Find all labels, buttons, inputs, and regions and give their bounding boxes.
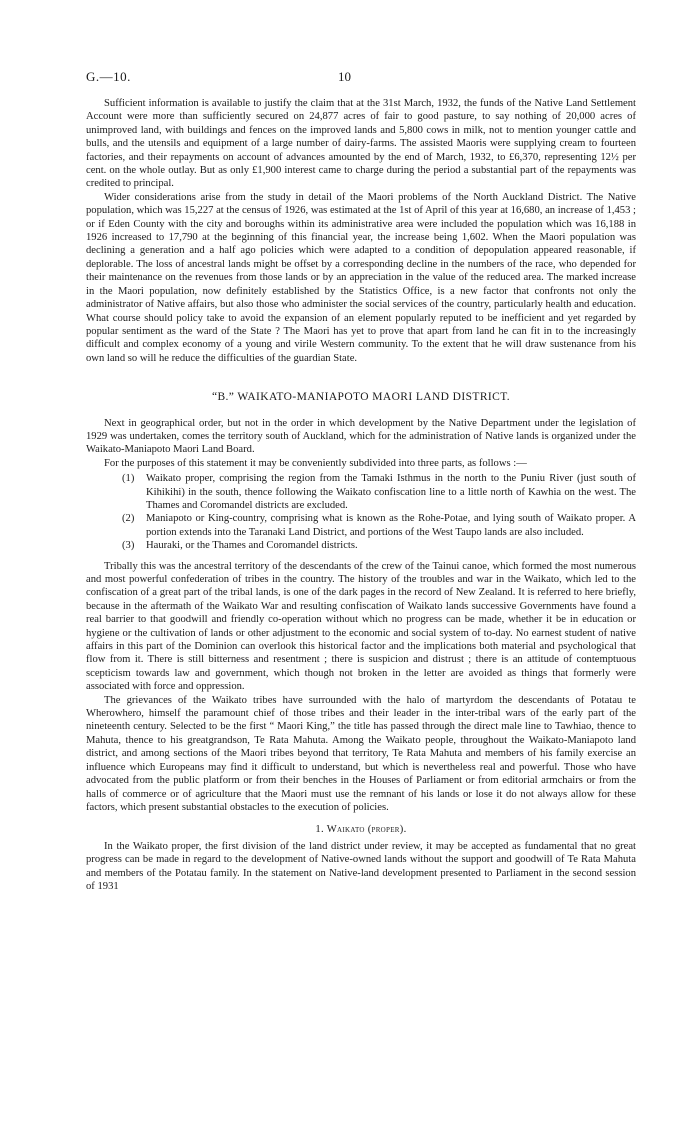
subsection-heading: 1. Waikato (proper).	[315, 824, 407, 836]
document-body	[86, 97, 636, 893]
list-item	[86, 539, 636, 552]
report-reference: G.—10.	[86, 69, 131, 84]
page-number: 10	[338, 69, 351, 84]
paragraph-waikato-proper: In the Waikato proper, the first division of the land district under review, it may be accepted as fundamental that no great progress can be made in regard to the development of Native-owned lands without the support and goodwill of Te Rata Mahuta and members of the Potatau family. In the statement on Native-land development presented to Parliament in the second session of 1931	[86, 840, 636, 892]
paragraph-tribal-history: Tribally this was the ancestral territory of the descendants of the crew of the Tainui canoe, which formed the most numerous and most powerful confederation of tribes in the country. The history of the troubles and war in the Waikato, which led to the confiscation of a great part of the tribal lands, is one of the dark pages in the record of New Zealand. It is referred to here briefly, because in the aftermath of the Waikato War and resulting confiscation of Waikato lands successive Governments have found a real barrier to that goodwill and friendly co-operation without which no progress can be made, whether it be in education or hygiene or the cultivation of lands or other adjustment to the economic and social system of to-day. No earnest student of native affairs in this part of the Dominion can overlook this historical factor and the implications both material and psychological that flow from it. There is still bitterness and resentment ; there is suspicion and distrust ; there is an attitude of contemptuous scepticism towards law and government, which though not broken in the letter are avoided as things that formerly were associated with force and oppression.	[86, 560, 636, 693]
list-item-number: (2)	[122, 513, 135, 525]
subdivision-list	[86, 472, 636, 552]
paragraph-geographical-order: Next in geographical order, but not in the order in which development by the Native Department under the legislation of 1929 was undertaken, comes the territory south of Auckland, which for the administration of Native lands is organized under the Waikato-Maniapoto Maori Land Board.	[86, 417, 636, 456]
list-item-number: (1)	[122, 473, 135, 485]
section-heading: “B.” WAIKATO-MANIAPOTO MAORI LAND DISTRICT.	[211, 391, 511, 404]
list-item-text: Waikato proper, comprising the region from the Tamaki Isthmus in the north to the Puniu River (just south of Kihikihi) in the south, thence following the Waikato confiscation line to a little north of Kawhia on the west. The Thames and Coromandel districts are excluded.	[146, 473, 636, 511]
paragraph-grievances: The grievances of the Waikato tribes have surrounded with the halo of martyrdom the descendants of Potatau te Wherowhero, himself the paramount chief of those tribes and their leader in the inter-tribal wars of the early part of the nineteenth century. Selected to be the first “ Maori King,” the title has passed through the direct male line to Tawhiao, thence to Mahuta, thence to his greatgrandson, Te Rata Mahuta. Among the Waikato people, throughout the Waikato-Maniapoto land district, and among sections of the Maori tribes beyond that territory, Te Rata Mahuta and members of his family exercise an influence which Europeans may find it difficult to understand, but which is nevertheless real and powerful. Those who have advocated from the public platform or from their benches in the Houses of Parliament or from editorial armchairs or from the halls of commerce or of agriculture that the Maori must use the remnant of his lands or lose it do not always allow for these factors, which present substantial obstacles to the execution of policies.	[86, 694, 636, 813]
paragraph-subdivision: For the purposes of this statement it may be conveniently subdivided into three parts, as follows :—	[104, 457, 527, 469]
list-item-number: (3)	[122, 540, 135, 552]
paragraph-funds: Sufficient information is available to justify the claim that at the 31st March, 1932, the funds of the Native Land Settlement Account were more than sufficiently secured on 24,877 acres of fair to good pasture, to say nothing of 20,000 acres of unimproved land, with buildings and fences on the improved lands and 5,800 cows in milk, not to mention younger cattle and bulls, and the utensils and equipment of a large number of dairy-farms. The assisted Maoris were supplying cream to fourteen factories, and their repayments on account of advances amounted by the end of March, 1932, to £6,370, representing 12½ per cent. on the whole outlay. But as only £1,900 interest came to charge during the period a substantial part of the repayments was credited to principal.	[86, 98, 636, 190]
paragraph-population: Wider considerations arise from the study in detail of the Maori problems of the North Auckland District. The Native population, which was 15,227 at the census of 1926, was estimated at the 1st of April of this year at 16,680, an increase of 1,453 ; or if Eden County with the city and boroughs within its administrative area were included the population which was 16,188 in 1926 increased to 17,790 at the beginning of this financial year, the increase being 1,602. When the Maori population was declining a generation and a half ago policies which were adapted to a condition of depopulation appeared reasonable, if deplorable. The loss of ancestral lands might be offset by a corresponding decline in the numbers of the race, who depended for their maintenance on the revenues from those lands or by an appreciation in the value of the reduced area. The marked increase in the Maori population, now definitely established by the Statistics Office, is a new factor that confronts not only the administrator of Native affairs, but also those who administer the social services of the country, particularly health and education. What course should policy take to avoid the expansion of an element popularly reputed to be inefficient and yet regarded by popular sentiment as the ward of the State ? The Maori has yet to prove that apart from land he can fit in to the increasingly difficult and complex economy of a young and virile Western community. To the extent that he will draw sustenance from his own land so will he reduce the difficulties of the guardian State.	[86, 191, 636, 364]
list-item	[86, 512, 636, 539]
list-item-text: Hauraki, or the Thames and Coromandel districts.	[146, 540, 358, 552]
list-item	[86, 472, 636, 512]
list-item-text: Maniapoto or King-country, comprising what is known as the Rohe-Potae, and lying south of Waikato proper. A portion extends into the Taranaki Land District, and portions of the West Taupo lands are also included.	[146, 513, 636, 538]
